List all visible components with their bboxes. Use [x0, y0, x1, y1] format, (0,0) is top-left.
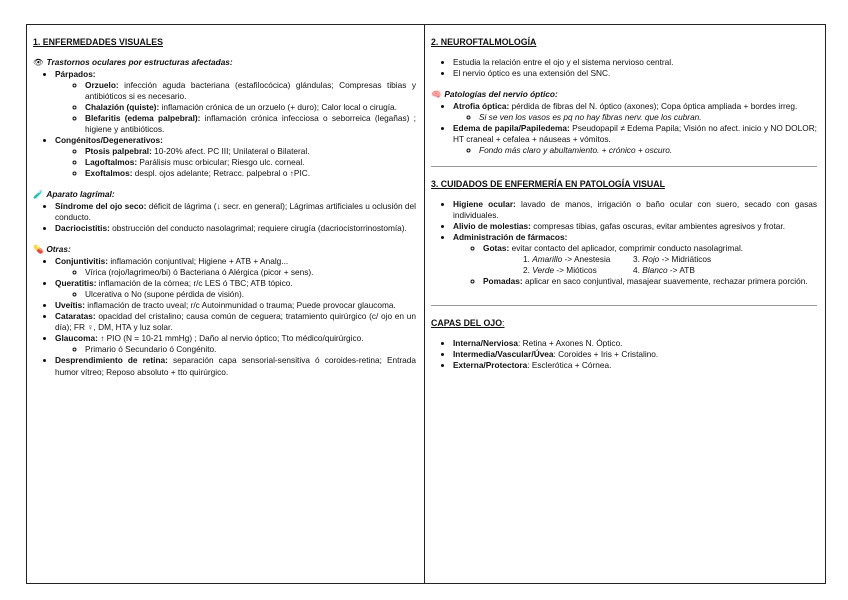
list-item: • Uveítis: inflamación de tracto uveal; r/c Autoinmunidad o trauma; Puede provocar glaucoma.: [55, 300, 416, 311]
list-item: 3. Rojo -> Midriáticos: [633, 253, 712, 264]
left-column: [27, 25, 425, 583]
syringe-icon: 🧪: [33, 189, 44, 200]
subheading-trastornos: 👁 Trastornos oculares por estructuras afectadas:: [33, 56, 233, 67]
list-item: ◦ Fondo más claro y abultamiento. + crónico + oscuro.: [479, 145, 817, 156]
list-item: ◦ Exoftalmos: despl. ojos adelante; Retracc. palpebral o ↑PIC.: [85, 168, 416, 179]
list-item: • Alivio de molestias: compresas tibias, gafas oscuras, evitar ambientes agresivos y frotar.: [453, 221, 817, 232]
notes-page: [26, 24, 826, 584]
list-item: • Administración de fármacos: ◦ Gotas: evitar contacto del aplicador, comprimir conducto nasolagrimal.: [453, 232, 817, 254]
list-item: ◦ Primario ó Secundario ó Congénito.: [85, 344, 416, 355]
list-item: • Cataratas: opacidad del cristalino; causa común de ceguera; tratamiento quirúrgico (c/ ojo en un día); FR ♀, DM, HTA y luz solar.: [55, 311, 416, 333]
subheading-lagrimal: 🧪 Aparato lagrimal:: [33, 189, 115, 200]
list-item: 2. Verde -> Mióticos: [523, 264, 597, 275]
eye-icon: 👁: [33, 56, 44, 67]
list-item: 4. Blanco -> ATB: [633, 264, 695, 275]
section-title-cuidados: 3. CUIDADOS DE ENFERMERÍA EN PATOLOGÍA VISUAL: [431, 178, 665, 189]
list-item: ◦ Pomadas: aplicar en saco conjuntival, masajear suavemente, rechazar primera porción.: [483, 276, 817, 287]
right-column: [425, 25, 825, 583]
list-item: ◦ Blefaritis (edema palpebral): inflamación crónica infecciosa o seborreica (legañas) ; higiene y antibióticos.: [85, 113, 416, 135]
list-item: • Congénitos/Degenerativos: ◦ Ptosis palpebral: 10-20% afect. PC III; Unilateral o Bilateral. ◦ Lagoftalmos: Parálisis musc orbicular; Riesgo ulc. corneal. ◦ Exoftalmos: despl. ojos adelante; Retracc. palpebral o ↑PIC.: [55, 135, 416, 179]
list-item: • Edema de papila/Papiledema: Pseudopapil ≠ Edema Papila; Visión no afect. inicio y NO DOLOR; HT craneal + cefalea + náuseas + vómitos. ◦ Fondo más claro y abultamiento. + crónico + oscuro.: [453, 123, 817, 156]
list-item: • Conjuntivitis: inflamación conjuntival; Higiene + ATB + Analg... ◦ Vírica (rojo/lagrimeo/bi) ó Bacteriana ó Alérgica (picor + sens).: [55, 256, 416, 278]
divider: [431, 166, 817, 167]
brain-icon: 🧠: [431, 88, 442, 99]
subheading-otras: 💊 Otras:: [33, 244, 71, 255]
list-item: ◦ Lagoftalmos: Parálisis musc orbicular; Riesgo ulc. corneal.: [85, 157, 416, 168]
drop-color-codes: [431, 254, 817, 276]
divider: [431, 305, 817, 306]
list-item: ◦ Gotas: evitar contacto del aplicador, comprimir conducto nasolagrimal.: [483, 243, 817, 254]
list-item: • Glaucoma: ↑ PIO (N = 10-21 mmHg) ; Daño al nervio óptico; Tto médico/quirúrgico. ◦ Primario ó Secundario ó Congénito.: [55, 333, 416, 355]
list-item: ◦ Chalazión (quiste): inflamación crónica de un orzuelo (+ duro); Calor local o cirugía.: [85, 102, 416, 113]
list-item: ◦ Vírica (rojo/lagrimeo/bi) ó Bacteriana ó Alérgica (picor + sens).: [85, 267, 416, 278]
list-item: ◦ Si se ven los vasos es pq no hay fibras nerv. que los cubran.: [479, 112, 817, 123]
list-item: ◦ Ulcerativa o No (supone pérdida de visión).: [85, 289, 416, 300]
list-item: • Párpados: ◦ Orzuelo: infección aguda bacteriana (estafilocócica) glándulas; Compresas tibias y antibióticos si es necesario. ◦ Chalazión (quiste): inflamación crónica de un orzuelo (+ duro); Calor local o cirugía. ◦ Blefaritis (edema palpebral): inflamación crónica infecciosa o seborreica (legañas) ; higiene y antibióticos.: [55, 69, 416, 135]
list-item: • Queratitis: inflamación de la córnea; r/c LES ó TBC; ATB tópico. ◦ Ulcerativa o No (supone pérdida de visión).: [55, 278, 416, 300]
subheading-patologias: 🧠 Patologías del nervio óptico:: [431, 88, 558, 99]
list-item: • Interna/Nerviosa: Retina + Axones N. Óptico.: [453, 338, 817, 349]
list-item: • Atrofia óptica: pérdida de fibras del N. óptico (axones); Copa óptica ampliada + bordes irreg. ◦ Si se ven los vasos es pq no hay fibras nerv. que los cubran.: [453, 101, 817, 123]
list-item: • Higiene ocular: lavado de manos, irrigación o baño ocular con suero, secado con gasas individuales.: [453, 199, 817, 221]
list-item: ◦ Orzuelo: infección aguda bacteriana (estafilocócica) glándulas; Compresas tibias y antibióticos si es necesario.: [85, 80, 416, 102]
list-item: 1. Amarillo -> Anestesia: [523, 253, 611, 264]
list-item: • Desprendimiento de retina: separación capa sensorial-sensitiva ó coroides-retina; Entrada humor vítreo; Reposo absoluto + tto quirúrgico.: [55, 355, 416, 377]
list-item: • Síndrome del ojo seco: déficit de lágrima (↓ secr. en general); Lágrimas artificiales u oclusión del conducto.: [55, 201, 416, 223]
list-item: ◦ Ptosis palpebral: 10-20% afect. PC III; Unilateral o Bilateral.: [85, 146, 416, 157]
section-title-capas: CAPAS DEL OJO:: [431, 317, 505, 328]
list-item: • Dacriocistitis: obstrucción del conducto nasolagrimal; requiere cirugía (dacriocistorrinostomía).: [55, 223, 416, 234]
section-title-enfermedades: 1. ENFERMEDADES VISUALES: [33, 37, 164, 47]
list-item: • Intermedia/Vascular/Úvea: Coroides + Iris + Cristalino.: [453, 349, 817, 360]
pill-icon: 💊: [33, 244, 44, 255]
list-item: • Estudia la relación entre el ojo y el sistema nervioso central.: [453, 57, 817, 68]
list-item: • Externa/Protectora: Esclerótica + Córnea.: [453, 360, 817, 371]
section-title-neuroftalmologia: 2. NEUROFTALMOLOGÍA: [431, 37, 537, 47]
list-item: • El nervio óptico es una extensión del SNC.: [453, 68, 817, 79]
